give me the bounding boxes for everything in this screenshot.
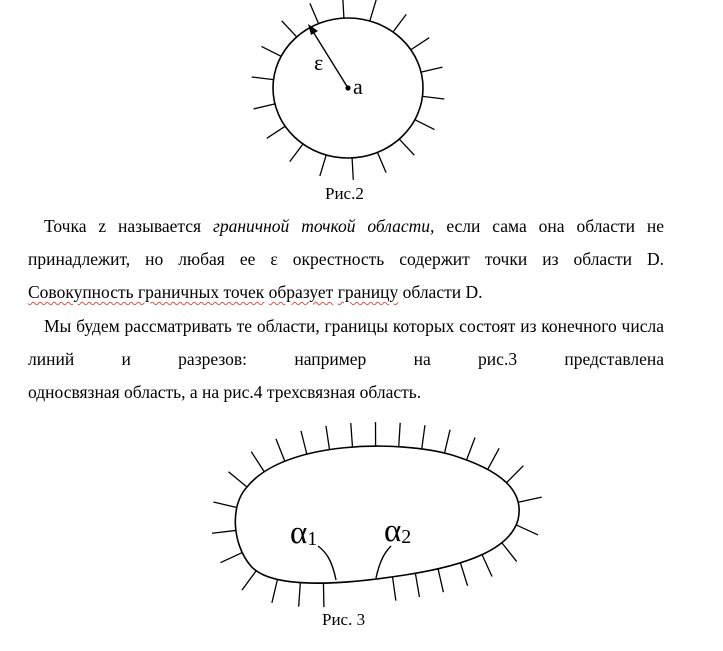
cut-alpha-1	[318, 546, 336, 580]
boundary-tick	[502, 543, 517, 562]
cut-alpha-2-label: α2	[384, 513, 412, 549]
boundary-tick	[482, 555, 492, 577]
boundary-tick	[290, 144, 303, 162]
boundary-tick	[326, 426, 330, 450]
boundary-tick	[343, 0, 344, 18]
epsilon-label: ε	[314, 50, 324, 75]
boundary-tick	[393, 14, 406, 32]
paragraph-regions-last-line: односвязная область, а на рис.4 трехсвязная область.	[28, 382, 422, 402]
boundary-tick	[411, 38, 429, 50]
boundary-tick	[399, 139, 414, 155]
boundary-tick	[252, 77, 274, 80]
boundary-tick	[460, 563, 467, 586]
boundary-tick	[351, 423, 353, 447]
underlined-phrase-3: границу	[337, 282, 399, 302]
simply-connected-region-outline	[235, 446, 519, 583]
underlined-phrase-2: образует	[268, 282, 334, 302]
boundary-tick	[415, 573, 419, 597]
center-label-a: a	[353, 74, 363, 99]
para1-tail: области D.	[398, 282, 483, 302]
boundary-tick	[299, 583, 301, 607]
boundary-tick	[422, 425, 425, 449]
boundary-tick	[272, 580, 278, 603]
figure-2-caption: Рис.2	[325, 184, 364, 203]
boundary-tick	[370, 0, 376, 21]
boundary-tick	[212, 530, 236, 533]
boundary-tick	[506, 466, 523, 483]
boundary-tick	[399, 423, 400, 447]
paragraph-boundary-line3	[28, 276, 664, 309]
boundary-tick	[516, 525, 538, 535]
boundary-tick	[242, 571, 256, 590]
boundary-tick	[421, 67, 442, 72]
boundary-tick	[415, 120, 435, 130]
boundary-tick	[228, 472, 247, 487]
boundary-tick	[254, 104, 275, 109]
boundary-tick	[267, 126, 285, 138]
cut-alpha-1-label: α1	[290, 515, 318, 551]
boundary-tick	[377, 152, 386, 172]
boundary-tick	[261, 46, 281, 56]
term-boundary-point: граничной точкой области,	[213, 216, 435, 236]
paragraph-regions-description	[28, 310, 664, 376]
cut-alpha-2	[376, 546, 391, 578]
boundary-tick	[518, 497, 541, 502]
boundary-tick	[393, 577, 396, 601]
boundary-tick	[276, 439, 285, 461]
boundary-tick	[445, 430, 451, 453]
boundary-tick	[488, 448, 499, 469]
boundary-tick	[282, 21, 297, 37]
boundary-tick	[301, 431, 307, 454]
figure-3-caption: Рис. 3	[322, 610, 366, 629]
underlined-phrase-1: Совокупность граничных точек	[28, 282, 265, 302]
boundary-tick	[467, 438, 475, 460]
para1-lead: Точка z называется	[44, 216, 214, 236]
boundary-tick	[220, 553, 242, 563]
para2-text: будем рассматривать те области, границы которых состоят из конечного числа линий и разрезов: например на рис.3 представлена	[28, 316, 664, 369]
boundary-tick	[438, 569, 443, 592]
boundary-tick	[213, 502, 236, 507]
para2-lead-word: Мы	[44, 316, 72, 336]
boundary-tick	[422, 96, 444, 99]
boundary-tick	[310, 3, 319, 23]
paragraph-boundary-point-definition	[28, 210, 664, 276]
boundary-tick	[320, 155, 326, 176]
center-point	[345, 85, 350, 90]
boundary-tick	[352, 158, 353, 180]
boundary-tick	[251, 452, 264, 472]
para1-rest: если сама она области не принадлежит, но любая ее ε окрестность содержит точки из области D.	[28, 216, 665, 269]
